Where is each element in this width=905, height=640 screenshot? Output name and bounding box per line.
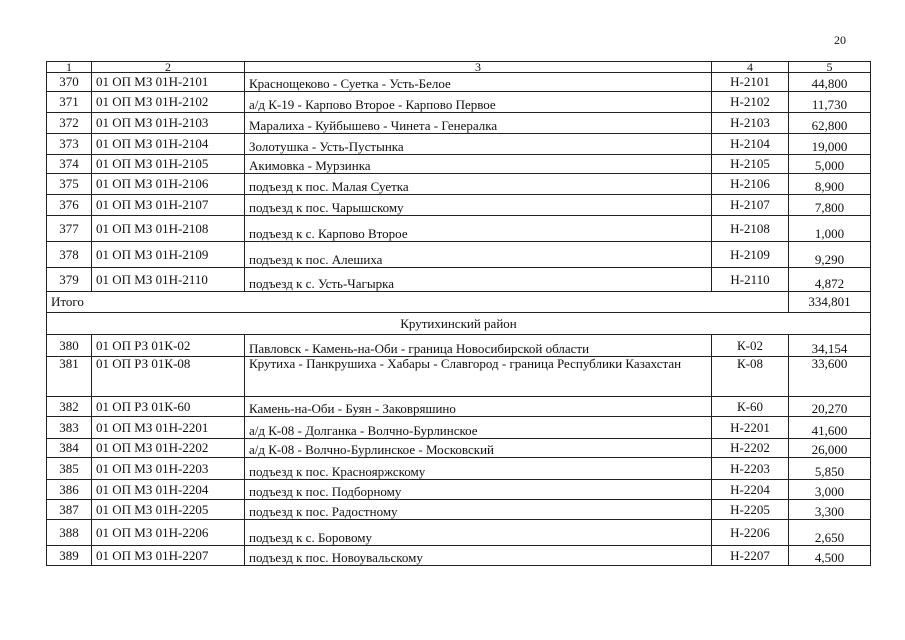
road-code: 01 ОП МЗ 01Н-2102 bbox=[92, 92, 245, 113]
row-number: 386 bbox=[47, 480, 92, 500]
district-heading: Крутихинский район bbox=[47, 313, 871, 335]
table-row bbox=[47, 546, 871, 566]
road-name: а/д К-19 - Карпово Второе - Карпово Первое bbox=[245, 92, 712, 113]
road-name: Акимовка - Мурзинка bbox=[245, 155, 712, 174]
total-row bbox=[47, 292, 871, 313]
table-row bbox=[47, 134, 871, 155]
row-number: 379 bbox=[47, 268, 92, 292]
table-row bbox=[47, 195, 871, 216]
column-header-2: 2 bbox=[92, 62, 245, 73]
row-number: 377 bbox=[47, 216, 92, 242]
road-index: К-02 bbox=[712, 335, 789, 357]
row-number: 371 bbox=[47, 92, 92, 113]
road-name: подъезд к пос. Новоувальскому bbox=[245, 546, 712, 566]
roads-table bbox=[46, 61, 871, 566]
road-name: Павловск - Камень-на-Оби - граница Новосибирской области bbox=[245, 335, 712, 357]
row-number: 373 bbox=[47, 134, 92, 155]
page-number: 20 bbox=[834, 33, 846, 47]
road-length: 4,500 bbox=[789, 546, 871, 566]
road-index: Н-2107 bbox=[712, 195, 789, 216]
road-index: Н-2202 bbox=[712, 439, 789, 458]
road-index: К-08 bbox=[712, 357, 789, 397]
road-name: подъезд к пос. Краснояржскому bbox=[245, 458, 712, 480]
table-row bbox=[47, 92, 871, 113]
row-number: 372 bbox=[47, 113, 92, 134]
road-index: Н-2109 bbox=[712, 242, 789, 268]
header-row bbox=[47, 62, 871, 73]
row-number: 376 bbox=[47, 195, 92, 216]
road-code: 01 ОП РЗ 01К-02 bbox=[92, 335, 245, 357]
road-length: 3,300 bbox=[789, 500, 871, 520]
road-code: 01 ОП РЗ 01К-08 bbox=[92, 357, 245, 397]
road-code: 01 ОП МЗ 01Н-2107 bbox=[92, 195, 245, 216]
table-row bbox=[47, 439, 871, 458]
road-index: Н-2106 bbox=[712, 174, 789, 195]
road-index: Н-2206 bbox=[712, 520, 789, 546]
road-code: 01 ОП МЗ 01Н-2204 bbox=[92, 480, 245, 500]
total-label: Итого bbox=[47, 292, 789, 313]
road-length: 9,290 bbox=[789, 242, 871, 268]
road-name: подъезд к пос. Алешиха bbox=[245, 242, 712, 268]
road-code: 01 ОП РЗ 01К-60 bbox=[92, 397, 245, 417]
road-code: 01 ОП МЗ 01Н-2201 bbox=[92, 417, 245, 439]
row-number: 384 bbox=[47, 439, 92, 458]
table-row bbox=[47, 113, 871, 134]
table-row bbox=[47, 417, 871, 439]
road-length: 26,000 bbox=[789, 439, 871, 458]
road-name: Камень-на-Оби - Буян - Заковряшино bbox=[245, 397, 712, 417]
road-index: Н-2205 bbox=[712, 500, 789, 520]
row-number: 383 bbox=[47, 417, 92, 439]
road-code: 01 ОП МЗ 01Н-2108 bbox=[92, 216, 245, 242]
table-row bbox=[47, 480, 871, 500]
road-name: Золотушка - Усть-Пустынка bbox=[245, 134, 712, 155]
row-number: 380 bbox=[47, 335, 92, 357]
table-row bbox=[47, 500, 871, 520]
road-length: 1,000 bbox=[789, 216, 871, 242]
road-length: 19,000 bbox=[789, 134, 871, 155]
row-number: 374 bbox=[47, 155, 92, 174]
road-name: подъезд к с. Боровому bbox=[245, 520, 712, 546]
road-name: подъезд к с. Усть-Чагырка bbox=[245, 268, 712, 292]
road-code: 01 ОП МЗ 01Н-2206 bbox=[92, 520, 245, 546]
table-row bbox=[47, 397, 871, 417]
road-name: подъезд к пос. Радостному bbox=[245, 500, 712, 520]
road-code: 01 ОП МЗ 01Н-2104 bbox=[92, 134, 245, 155]
road-length: 20,270 bbox=[789, 397, 871, 417]
row-number: 381 bbox=[47, 357, 92, 397]
road-length: 44,800 bbox=[789, 73, 871, 92]
road-index: Н-2101 bbox=[712, 73, 789, 92]
road-index: Н-2103 bbox=[712, 113, 789, 134]
row-number: 385 bbox=[47, 458, 92, 480]
road-length: 8,900 bbox=[789, 174, 871, 195]
road-index: К-60 bbox=[712, 397, 789, 417]
column-header-3: 3 bbox=[245, 62, 712, 73]
road-index: Н-2104 bbox=[712, 134, 789, 155]
road-index: Н-2207 bbox=[712, 546, 789, 566]
road-code: 01 ОП МЗ 01Н-2207 bbox=[92, 546, 245, 566]
road-name: подъезд к с. Карпово Второе bbox=[245, 216, 712, 242]
road-index: Н-2105 bbox=[712, 155, 789, 174]
road-length: 62,800 bbox=[789, 113, 871, 134]
table-row bbox=[47, 458, 871, 480]
table-row bbox=[47, 73, 871, 92]
road-code: 01 ОП МЗ 01Н-2106 bbox=[92, 174, 245, 195]
table-row bbox=[47, 174, 871, 195]
road-length: 11,730 bbox=[789, 92, 871, 113]
road-code: 01 ОП МЗ 01Н-2109 bbox=[92, 242, 245, 268]
row-number: 378 bbox=[47, 242, 92, 268]
road-code: 01 ОП МЗ 01Н-2110 bbox=[92, 268, 245, 292]
road-length: 34,154 bbox=[789, 335, 871, 357]
road-length: 41,600 bbox=[789, 417, 871, 439]
road-name: подъезд к пос. Подборному bbox=[245, 480, 712, 500]
table-row bbox=[47, 335, 871, 357]
road-length: 4,872 bbox=[789, 268, 871, 292]
column-header-4: 4 bbox=[712, 62, 789, 73]
road-name: а/д К-08 - Долганка - Волчно-Бурлинское bbox=[245, 417, 712, 439]
table-row bbox=[47, 520, 871, 546]
road-name: Крутиха - Панкрушиха - Хабары - Славгород - граница Республики Казахстан bbox=[245, 357, 712, 397]
row-number: 382 bbox=[47, 397, 92, 417]
row-number: 370 bbox=[47, 73, 92, 92]
road-index: Н-2201 bbox=[712, 417, 789, 439]
column-header-5: 5 bbox=[789, 62, 871, 73]
road-name: Маралиха - Куйбышево - Чинета - Генералка bbox=[245, 113, 712, 134]
table-body bbox=[47, 73, 871, 566]
road-index: Н-2108 bbox=[712, 216, 789, 242]
road-index: Н-2110 bbox=[712, 268, 789, 292]
table-row bbox=[47, 242, 871, 268]
road-code: 01 ОП МЗ 01Н-2105 bbox=[92, 155, 245, 174]
total-value: 334,801 bbox=[789, 292, 871, 313]
row-number: 388 bbox=[47, 520, 92, 546]
road-length: 33,600 bbox=[789, 357, 871, 397]
road-code: 01 ОП МЗ 01Н-2202 bbox=[92, 439, 245, 458]
road-length: 5,000 bbox=[789, 155, 871, 174]
row-number: 375 bbox=[47, 174, 92, 195]
table-row bbox=[47, 268, 871, 292]
road-code: 01 ОП МЗ 01Н-2103 bbox=[92, 113, 245, 134]
road-code: 01 ОП МЗ 01Н-2205 bbox=[92, 500, 245, 520]
road-index: Н-2203 bbox=[712, 458, 789, 480]
row-number: 389 bbox=[47, 546, 92, 566]
road-code: 01 ОП МЗ 01Н-2101 bbox=[92, 73, 245, 92]
road-index: Н-2102 bbox=[712, 92, 789, 113]
table-row bbox=[47, 357, 871, 397]
road-index: Н-2204 bbox=[712, 480, 789, 500]
table-row bbox=[47, 155, 871, 174]
district-row bbox=[47, 313, 871, 335]
road-length: 5,850 bbox=[789, 458, 871, 480]
road-code: 01 ОП МЗ 01Н-2203 bbox=[92, 458, 245, 480]
column-header-1: 1 bbox=[47, 62, 92, 73]
road-name: а/д К-08 - Волчно-Бурлинское - Московский bbox=[245, 439, 712, 458]
road-length: 3,000 bbox=[789, 480, 871, 500]
table-row bbox=[47, 216, 871, 242]
road-length: 7,800 bbox=[789, 195, 871, 216]
road-name: подъезд к пос. Малая Суетка bbox=[245, 174, 712, 195]
row-number: 387 bbox=[47, 500, 92, 520]
road-length: 2,650 bbox=[789, 520, 871, 546]
road-name: подъезд к пос. Чарышскому bbox=[245, 195, 712, 216]
road-name: Краснощеково - Суетка - Усть-Белое bbox=[245, 73, 712, 92]
